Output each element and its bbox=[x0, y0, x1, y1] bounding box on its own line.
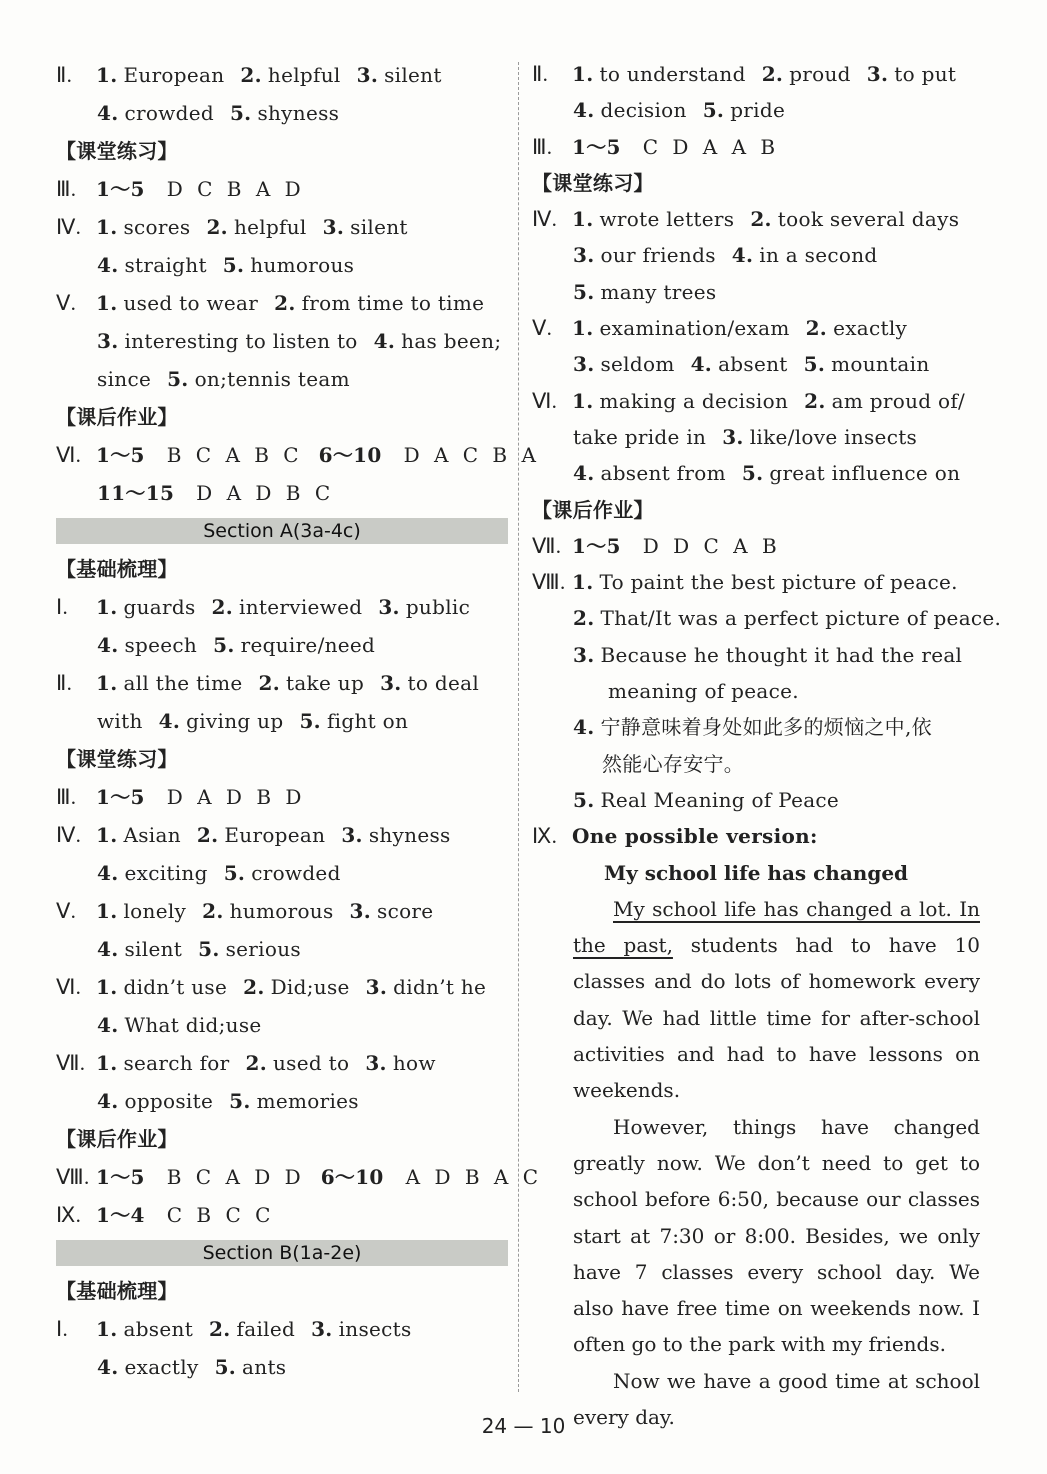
subheading: 【课堂练习】 bbox=[56, 139, 178, 163]
subheading: 【基础梳理】 bbox=[56, 1279, 178, 1303]
answer-line: Ⅳ. 1. wrote letters 2. took several days bbox=[532, 207, 960, 232]
answer-line: Ⅶ. 1. search for 2. used to 3. how bbox=[56, 1051, 436, 1075]
essay-paragraph: My school life has changed a lot. In the past, students had to have 10 classes and do lots of homework every day. We had little time for after-school activities and had to have lessons on weekends. bbox=[573, 896, 980, 1103]
answer-line: Ⅵ. 1～5 B C A B C 6～10 D A C B A bbox=[56, 443, 540, 467]
answer-line: Ⅴ. 1. used to wear 2. from time to time bbox=[56, 291, 485, 315]
answer-line: 3. Because he thought it had the real bbox=[573, 642, 963, 667]
answer-line: Ⅴ. 1. examination/exam 2. exactly bbox=[532, 316, 908, 341]
answer-line: Ⅰ. 1. absent 2. failed 3. insects bbox=[56, 1317, 412, 1341]
subheading: 【课后作业】 bbox=[532, 497, 654, 522]
answer-line: Ⅴ. 1. lonely 2. humorous 3. score bbox=[56, 899, 434, 923]
answer-line: Ⅵ. 1. making a decision 2. am proud of/ bbox=[532, 388, 966, 413]
subheading: 【课堂练习】 bbox=[56, 747, 178, 771]
answer-line: 4. exciting 5. crowded bbox=[97, 861, 341, 885]
answer-line: 4. What did;use bbox=[97, 1013, 262, 1037]
answer-line: Ⅸ. 1～4 C B C C bbox=[56, 1203, 275, 1227]
answer-line: 4. decision 5. pride bbox=[573, 98, 786, 123]
answer-line: Ⅲ. 1～5 D C B A D bbox=[56, 177, 305, 201]
column-divider bbox=[518, 62, 519, 1392]
essay-title: My school life has changed bbox=[603, 860, 909, 885]
answer-line: Ⅶ. 1～5 D D C A B bbox=[532, 533, 781, 558]
answer-line: 3. our friends 4. in a second bbox=[573, 243, 878, 268]
answer-line: Ⅷ. 1～5 B C A D D 6～10 A D B A C bbox=[56, 1165, 542, 1189]
answer-line: 4. absent from 5. great influence on bbox=[573, 461, 961, 486]
answer-line: Ⅱ. 1. European 2. helpful 3. silent bbox=[56, 63, 442, 87]
answer-line: 4. opposite 5. memories bbox=[97, 1089, 359, 1113]
answer-line: Ⅷ. 1. To paint the best picture of peace. bbox=[532, 570, 958, 595]
answer-line: since 5. on;tennis team bbox=[97, 367, 350, 391]
answer-line: Ⅲ. 1～5 D A D B D bbox=[56, 785, 306, 809]
answer-line: 4. straight 5. humorous bbox=[97, 253, 355, 277]
answer-line: Ⅰ. 1. guards 2. interviewed 3. public bbox=[56, 595, 471, 619]
subheading: 【课后作业】 bbox=[56, 1127, 178, 1151]
essay-paragraph: Now we have a good time at school every day. bbox=[573, 1368, 980, 1429]
subheading: 【课后作业】 bbox=[56, 405, 178, 429]
answer-line: 4. 宁静意味着身处如此多的烦恼之中,依 bbox=[573, 715, 932, 740]
answer-line: 然能心存安宁。 bbox=[602, 751, 745, 776]
answer-line: 2. That/It was a perfect picture of peace. bbox=[573, 606, 1002, 631]
section-header: Section A(3a-4c) bbox=[56, 518, 508, 544]
answer-line: Ⅳ. 1. Asian 2. European 3. shyness bbox=[56, 823, 451, 847]
answer-line: Ⅳ. 1. scores 2. helpful 3. silent bbox=[56, 215, 408, 239]
answer-line: with 4. giving up 5. fight on bbox=[97, 709, 409, 733]
answer-line: Ⅱ. 1. all the time 2. take up 3. to deal bbox=[56, 671, 480, 695]
underlined-text: My school life has changed a lot. In the past, bbox=[573, 896, 980, 958]
answer-line: Ⅸ. One possible version: bbox=[532, 824, 818, 849]
answer-line: 5. many trees bbox=[573, 279, 717, 304]
answer-line: 4. crowded 5. shyness bbox=[97, 101, 340, 125]
section-header: Section B(1a-2e) bbox=[56, 1240, 508, 1266]
right-column bbox=[532, 56, 1002, 1435]
page-number: 24 — 10 bbox=[481, 1414, 566, 1438]
answer-line: 4. speech 5. require/need bbox=[97, 633, 376, 657]
left-column bbox=[56, 56, 542, 1386]
sample-essay bbox=[532, 855, 980, 1436]
answer-line: 5. Real Meaning of Peace bbox=[573, 787, 840, 812]
answer-line: Ⅵ. 1. didn’t use 2. Did;use 3. didn’t he bbox=[56, 975, 487, 999]
answer-line: 4. silent 5. serious bbox=[97, 937, 301, 961]
subheading: 【基础梳理】 bbox=[56, 557, 178, 581]
answer-line: 4. exactly 5. ants bbox=[97, 1355, 287, 1379]
answer-line: take pride in 3. like/love insects bbox=[573, 424, 918, 449]
subheading: 【课堂练习】 bbox=[532, 170, 654, 195]
essay-paragraph: However, things have changed greatly now. We don’t need to get to school before 6:50, because our classes start at 7:30 or 8:00. Besides, we only have 7 classes every school day. We also have free time on weekends now. I often go to the park with my friends. bbox=[573, 1114, 980, 1357]
answer-line: Ⅲ. 1～5 C D A A B bbox=[532, 134, 780, 159]
answer-line: meaning of peace. bbox=[608, 679, 799, 704]
answer-line: 11～15 D A D B C bbox=[97, 481, 335, 505]
answer-line: 3. seldom 4. absent 5. mountain bbox=[573, 352, 930, 377]
answer-line: 3. interesting to listen to 4. has been; bbox=[97, 329, 502, 353]
answer-line: Ⅱ. 1. to understand 2. proud 3. to put bbox=[532, 62, 957, 86]
